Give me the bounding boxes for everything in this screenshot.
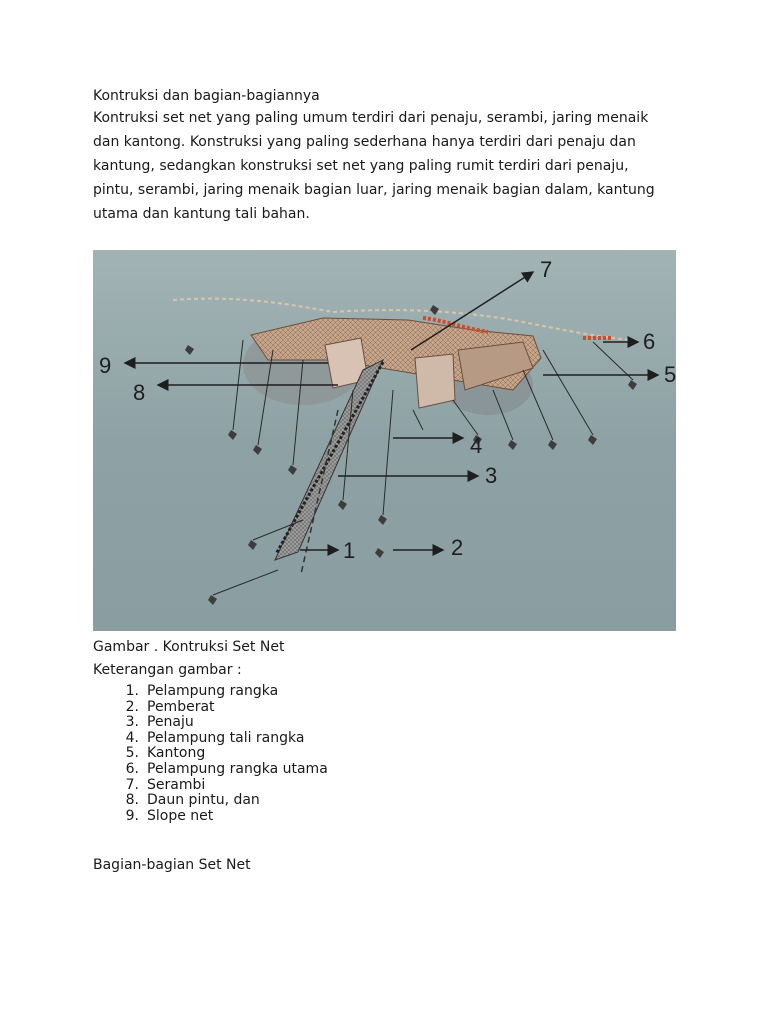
list-item [112,762,328,778]
legend-list [112,684,328,824]
callout-4: 4 [470,433,483,458]
list-item [112,684,328,700]
list-label: Slope net [147,807,214,824]
list-number: 8. [125,792,139,809]
callout-2: 2 [451,535,464,560]
paragraph-line: dan kantong. Konstruksi yang paling sederhana hanya terdiri dari penaju dan [93,134,636,150]
document-heading: Kontruksi dan bagian-bagiannya [93,88,320,104]
paragraph-line: pintu, serambi, jaring menaik bagian luar, jaring menaik bagian dalam, kantung [93,182,655,198]
list-label: Daun pintu, dan [147,792,260,809]
list-label: Pelampung tali rangka [147,729,305,746]
callout-3: 3 [485,463,498,488]
callout-8: 8 [133,380,146,405]
list-number: 9. [125,807,139,824]
list-item [112,809,328,825]
list-label: Pemberat [147,698,215,715]
callout-6: 6 [643,329,656,354]
list-label: Serambi [147,776,206,793]
list-item [112,731,328,747]
figure-caption: Gambar . Kontruksi Set Net [93,639,285,655]
list-label: Pelampung rangka utama [147,760,328,777]
list-item [112,778,328,794]
legend-heading: Keterangan gambar : [93,662,242,678]
list-number: 6. [125,760,139,777]
callout-5: 5 [664,362,676,387]
list-number: 7. [125,776,139,793]
list-label: Penaju [147,714,194,731]
set-net-figure [93,250,676,631]
paragraph-line: kantung, sedangkan konstruksi set net yang paling rumit terdiri dari penaju, [93,158,629,174]
list-item [112,715,328,731]
callout-1: 1 [343,538,356,563]
paragraph-line: Kontruksi set net yang paling umum terdiri dari penaju, serambi, jaring menaik [93,110,649,126]
callout-9: 9 [99,353,112,378]
list-number: 4. [125,729,139,746]
kantong-right [415,354,455,408]
list-number: 5. [125,745,139,762]
paragraph-line: utama dan kantung tali bahan. [93,206,310,222]
list-item [112,793,328,809]
list-label: Pelampung rangka [147,683,279,699]
intro-paragraph [93,106,693,226]
callout-7: 7 [540,257,553,282]
list-number: 2. [125,698,139,715]
set-net-diagram [93,250,676,631]
document-body [93,86,693,226]
list-item [112,746,328,762]
list-item [112,700,328,716]
list-label: Kantong [147,745,206,762]
list-number: 1. [125,683,139,699]
list-number: 3. [125,714,139,731]
section-heading: Bagian-bagian Set Net [93,857,251,873]
